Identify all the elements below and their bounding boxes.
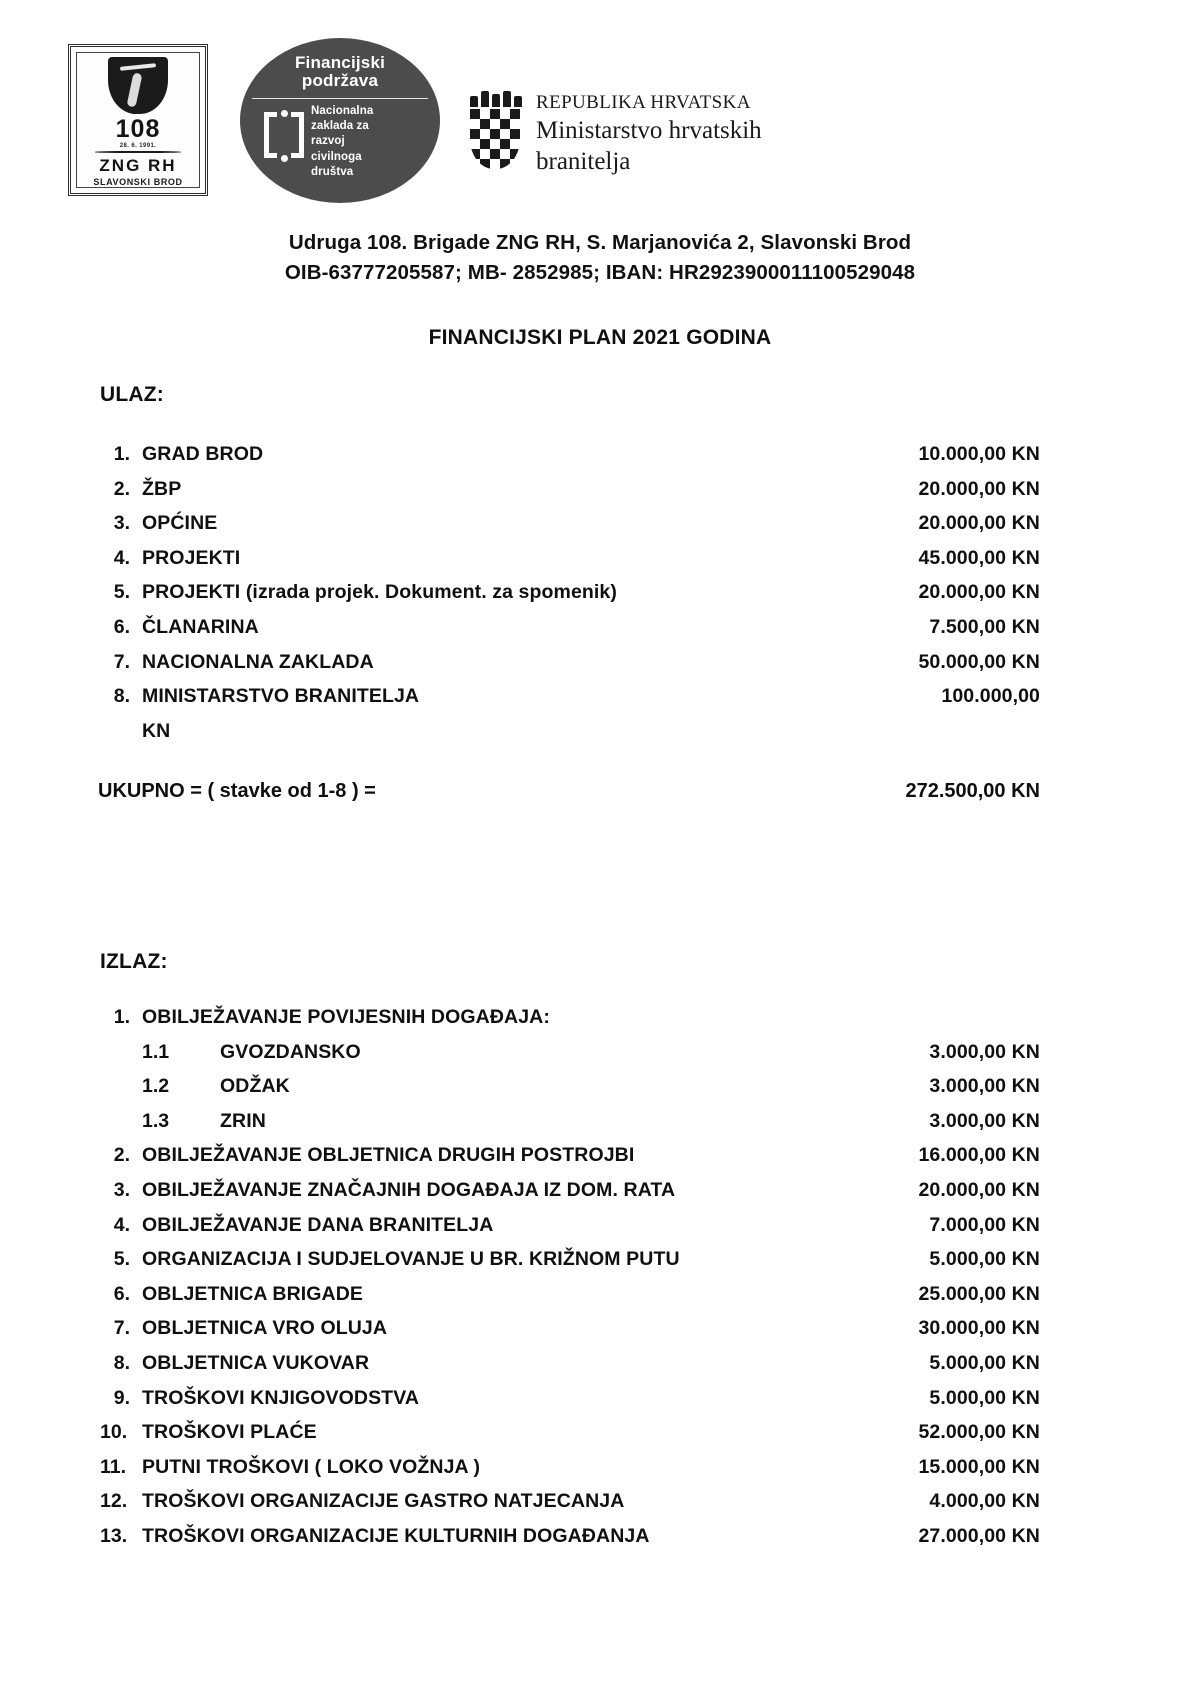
item-number: 6. [113, 615, 130, 638]
ulaz-item-list [98, 443, 1040, 759]
item-number: 2. [113, 477, 130, 500]
item-number: 3. [113, 512, 130, 535]
foundation-word-4: društva [311, 165, 354, 178]
checkerboard-icon [470, 109, 520, 169]
item-label: GRAD BROD [142, 443, 264, 465]
ministry-name-line2: branitelja [536, 148, 631, 175]
item-number: 5. [113, 581, 130, 604]
list-item [98, 651, 1040, 686]
item-amount: 5.000,00 KN [929, 1248, 1040, 1271]
list-item [98, 547, 1040, 582]
item-number: 12. [100, 1490, 128, 1513]
item-amount: 10.000,00 KN [918, 443, 1040, 465]
page-title: FINANCIJSKI PLAN 2021 GODINA [428, 326, 772, 349]
foundation-name-block [240, 99, 440, 180]
item-number: 6. [113, 1282, 130, 1305]
item-subnumber: 1.3 [142, 1109, 170, 1132]
list-item [98, 1387, 1040, 1422]
item-number: 10. [100, 1421, 128, 1444]
item-subnumber: 1.2 [142, 1075, 170, 1098]
emblem-divider [95, 151, 181, 153]
item-label: OBLJETNICA VUKOVAR [142, 1351, 370, 1374]
item-number: 1. [113, 1006, 130, 1028]
ministry-country-line: REPUBLIKA HRVATSKA [536, 92, 751, 113]
item-number: 9. [113, 1386, 130, 1409]
item-amount: 3.000,00 KN [929, 1109, 1040, 1132]
list-item [98, 512, 1040, 547]
foundation-name-lines [311, 104, 373, 180]
item-number: 7. [113, 650, 130, 673]
item-amount: 5.000,00 KN [929, 1386, 1040, 1409]
item-amount: 20.000,00 KN [918, 581, 1040, 604]
item-number: 4. [113, 1213, 130, 1236]
item-amount: 20.000,00 KN [918, 512, 1040, 535]
item-number: 4. [113, 546, 130, 569]
item-number: 8. [113, 1351, 130, 1374]
ulaz-total-label: UKUPNO = ( stavke od 1-8 ) = [98, 780, 376, 802]
list-item [98, 1490, 1040, 1525]
item-label: OBILJEŽAVANJE OBLJETNICA DRUGIH POSTROJBI [142, 1144, 635, 1167]
item-amount: 20.000,00 KN [918, 1178, 1040, 1201]
list-item [98, 1283, 1040, 1318]
item-label: TROŠKOVI KNJIGOVODSTVA [142, 1386, 420, 1409]
item-amount: 52.000,00 KN [918, 1421, 1040, 1444]
item-label: PUTNI TROŠKOVI ( LOKO VOŽNJA ) [142, 1455, 481, 1478]
item-amount: 5.000,00 KN [929, 1351, 1040, 1374]
emblem-unit-name: ZNG RH [99, 156, 177, 175]
item-label: ČLANARINA [142, 615, 259, 638]
list-item [98, 1006, 1040, 1041]
foundation-word-3: civilnoga [311, 150, 362, 163]
brigade-emblem-logo [68, 44, 208, 196]
list-item [98, 1248, 1040, 1283]
item-label: ZRIN [220, 1109, 266, 1132]
croatian-coat-of-arms-icon [470, 90, 522, 169]
organization-address-line: Udruga 108. Brigade ZNG RH, S. Marjanovića 2, Slavonski Brod [288, 231, 912, 254]
item-number: 11. [100, 1455, 127, 1478]
item-label: TROŠKOVI ORGANIZACIJE GASTRO NATJECANJA [142, 1490, 625, 1513]
item-label: OBLJETNICA BRIGADE [142, 1282, 364, 1305]
item-label: MINISTARSTVO BRANITELJA [142, 685, 420, 708]
list-item [98, 1179, 1040, 1214]
item-label: OPĆINE [142, 512, 218, 535]
item-amount: 100.000,00 [941, 685, 1040, 708]
list-item [98, 685, 1040, 720]
national-foundation-logo [240, 38, 440, 203]
item-amount: 15.000,00 KN [918, 1455, 1040, 1478]
item-amount: 16.000,00 KN [918, 1144, 1040, 1167]
foundation-word-1: zaklada za [311, 120, 369, 132]
item-amount: 3.000,00 KN [929, 1075, 1040, 1098]
list-item [98, 1352, 1040, 1387]
shield-icon [108, 57, 168, 114]
list-item [98, 1421, 1040, 1456]
list-item [98, 581, 1040, 616]
izlaz-item-list [98, 1006, 1040, 1560]
foundation-support-line1: Financijski [294, 53, 386, 72]
list-item [98, 616, 1040, 651]
item-label: ORGANIZACIJA I SUDJELOVANJE U BR. KRIŽNOM PUTU [142, 1248, 680, 1271]
item-label: PROJEKTI (izrada projek. Dokument. za spomenik) [142, 581, 617, 604]
brackets-icon [264, 104, 304, 166]
list-item [98, 1144, 1040, 1179]
ulaz-total-row [98, 780, 1040, 803]
item-number: 13. [100, 1524, 128, 1547]
list-item [98, 1525, 1040, 1560]
list-item [98, 1456, 1040, 1491]
item-currency-continuation: KN [142, 719, 171, 742]
list-item-sub [98, 1110, 1040, 1145]
list-item [98, 1214, 1040, 1249]
item-label: OBILJEŽAVANJE ZNAČAJNIH DOGAĐAJA IZ DOM. RATA [142, 1178, 676, 1201]
section-heading-izlaz: IZLAZ: [100, 950, 168, 973]
item-amount: 20.000,00 KN [918, 477, 1040, 500]
item-label: ODŽAK [220, 1075, 290, 1098]
foundation-word-0: Nacionalna [311, 104, 374, 117]
item-label: OBILJEŽAVANJE POVIJESNIH DOGAĐAJA: [142, 1006, 550, 1028]
item-amount: 7.000,00 KN [929, 1213, 1040, 1236]
emblem-unit-number: 108 [115, 115, 161, 143]
list-item-continuation [98, 720, 1040, 759]
organization-identifiers-line: OIB-63777205587; MB- 2852985; IBAN: HR2923900011100529048 [284, 260, 916, 284]
item-label: OBLJETNICA VRO OLUJA [142, 1317, 388, 1340]
organization-info [0, 228, 1200, 288]
section-heading-ulaz: ULAZ: [100, 383, 164, 406]
list-item-sub [98, 1075, 1040, 1110]
foundation-support-line2: podržava [301, 71, 379, 91]
emblem-city-name: SLAVONSKI BROD [93, 177, 183, 187]
list-item [98, 443, 1040, 478]
item-number: 1. [113, 443, 130, 465]
item-amount: 3.000,00 KN [929, 1040, 1040, 1063]
item-amount: 45.000,00 KN [918, 546, 1040, 569]
ministry-text-block [536, 90, 762, 177]
item-amount: 25.000,00 KN [918, 1282, 1040, 1305]
item-amount: 7.500,00 KN [929, 615, 1040, 638]
crown-icon [470, 90, 522, 107]
ulaz-total-amount: 272.500,00 KN [905, 780, 1040, 802]
emblem-date: 28. 6. 1991. [119, 143, 157, 149]
list-item [98, 1317, 1040, 1352]
item-number: 8. [113, 685, 130, 708]
ministry-name-line1: Ministarstvo hrvatskih [536, 116, 762, 144]
item-number: 2. [113, 1144, 130, 1167]
item-amount: 30.000,00 KN [918, 1317, 1040, 1340]
item-label: NACIONALNA ZAKLADA [142, 650, 374, 673]
item-label: OBILJEŽAVANJE DANA BRANITELJA [142, 1213, 494, 1236]
item-amount: 50.000,00 KN [918, 650, 1040, 673]
item-number: 7. [113, 1317, 130, 1340]
item-number: 3. [113, 1178, 130, 1201]
list-item-sub [98, 1041, 1040, 1076]
item-label: TROŠKOVI PLAĆE [142, 1421, 317, 1444]
item-amount: 27.000,00 KN [918, 1524, 1040, 1547]
list-item [98, 478, 1040, 513]
foundation-word-2: razvoj [311, 135, 345, 148]
item-amount: 4.000,00 KN [929, 1490, 1040, 1513]
brigade-emblem-inner [76, 52, 200, 188]
item-number: 5. [113, 1248, 130, 1271]
foundation-support-text [240, 38, 440, 91]
item-label: PROJEKTI [142, 546, 241, 569]
item-label: ŽBP [142, 477, 182, 500]
item-label: GVOZDANSKO [220, 1040, 361, 1063]
ministry-logo [470, 90, 762, 177]
item-label: TROŠKOVI ORGANIZACIJE KULTURNIH DOGAĐANJA [142, 1524, 650, 1547]
header-logo-strip [68, 38, 808, 198]
item-subnumber: 1.1 [142, 1040, 170, 1063]
